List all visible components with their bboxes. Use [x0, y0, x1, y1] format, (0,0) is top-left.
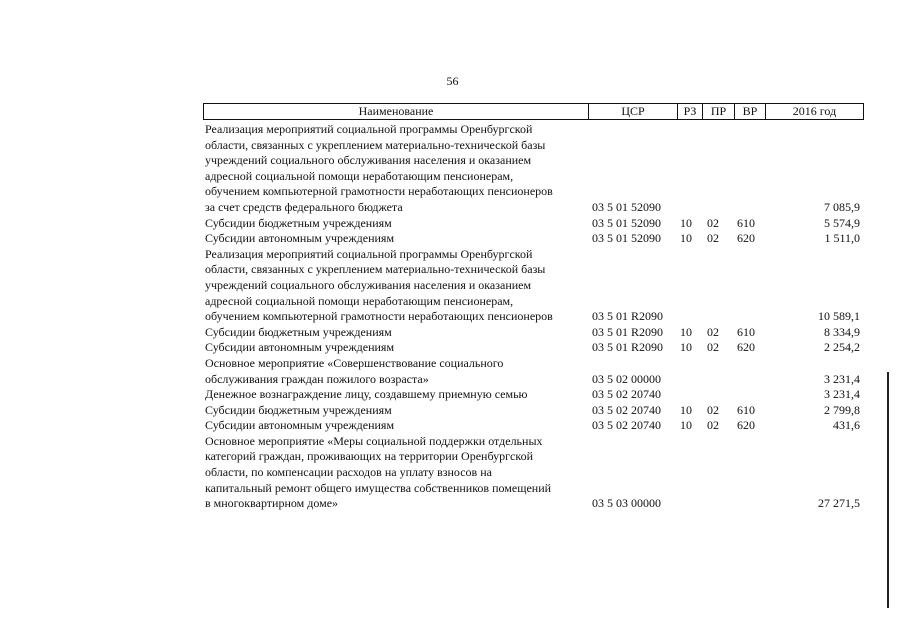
- header-pr: ПР: [702, 104, 734, 119]
- budget-table: [203, 103, 864, 512]
- table-row: [203, 418, 864, 434]
- row-csr: 03 5 02 20740: [592, 402, 661, 417]
- header-csr: ЦСР: [588, 104, 677, 119]
- table-row: [203, 231, 864, 247]
- scan-edge-line: [887, 372, 889, 608]
- row-rz: 10: [680, 402, 692, 417]
- row-vr: 610: [737, 402, 755, 417]
- row-amount: 8 334,9: [824, 324, 860, 339]
- row-pr: 02: [707, 340, 719, 355]
- table-row: [203, 247, 864, 325]
- row-csr: 03 5 02 00000: [592, 371, 661, 386]
- row-amount: 2 799,8: [824, 402, 860, 417]
- table-row: [203, 434, 864, 512]
- table-row: [203, 325, 864, 341]
- row-csr: 03 5 02 20740: [592, 418, 661, 433]
- row-csr: 03 5 01 R2090: [592, 340, 664, 355]
- row-pr: 02: [707, 324, 719, 339]
- row-rz: 10: [680, 231, 692, 246]
- row-csr: 03 5 03 00000: [592, 496, 661, 511]
- page-number: 56: [446, 74, 459, 88]
- row-name: Денежное вознаграждение лицу, создавшему приемную семью: [205, 387, 528, 402]
- row-amount: 7 085,9: [824, 199, 860, 214]
- row-pr: 02: [707, 231, 719, 246]
- row-rz: 10: [680, 340, 692, 355]
- row-vr: 610: [737, 324, 755, 339]
- row-vr: 620: [737, 231, 755, 246]
- table-header: [203, 103, 864, 120]
- header-vr: ВР: [734, 104, 765, 119]
- header-rz: РЗ: [677, 104, 702, 119]
- table-row: [203, 122, 864, 216]
- row-csr: 03 5 01 R2090: [592, 324, 664, 339]
- row-name: Субсидии автономным учреждениям: [205, 340, 395, 355]
- row-csr: 03 5 01 52090: [592, 199, 661, 214]
- row-name: Субсидии бюджетным учреждениям: [205, 215, 392, 230]
- row-amount: 27 271,5: [818, 496, 860, 511]
- row-csr: 03 5 01 52090: [592, 215, 661, 230]
- table-row: [203, 403, 864, 419]
- row-name: Субсидии автономным учреждениям: [205, 418, 395, 433]
- table-row: [203, 356, 864, 387]
- row-pr: 02: [707, 215, 719, 230]
- table-row: [203, 216, 864, 232]
- table-body: [203, 120, 864, 512]
- row-name: Субсидии бюджетным учреждениям: [205, 324, 392, 339]
- row-name: Субсидии автономным учреждениям: [205, 231, 395, 246]
- row-amount: 5 574,9: [824, 215, 860, 230]
- row-csr: 03 5 02 20740: [592, 387, 661, 402]
- header-year: 2016 год: [765, 104, 863, 119]
- row-amount: 3 231,4: [824, 387, 860, 402]
- row-amount: 10 589,1: [818, 309, 860, 324]
- table-row: [203, 387, 864, 403]
- row-name: Реализация мероприятий социальной программы Оренбургской области, связанных с укреплением материально-технической базы учреждений социального обслуживания населения и оказанием адресной социальной помощи неработающим пенсионерам, обучением компьютерной грамотности неработающих пенсионеров за счет средств федерального бюджета: [205, 122, 553, 214]
- row-name: Основное мероприятие «Совершенствование социального обслуживания граждан пожилого возраста»: [205, 355, 504, 386]
- row-vr: 620: [737, 340, 755, 355]
- row-pr: 02: [707, 418, 719, 433]
- row-rz: 10: [680, 324, 692, 339]
- row-pr: 02: [707, 402, 719, 417]
- row-amount: 2 254,2: [824, 340, 860, 355]
- row-csr: 03 5 01 52090: [592, 231, 661, 246]
- row-amount: 3 231,4: [824, 371, 860, 386]
- row-name: Основное мероприятие «Меры социальной поддержки отдельных категорий граждан, проживающих на территории Оренбургской области, по компенсации расходов на уплату взносов на капитальный ремонт общего имущества собственников помещений в многоквартирном доме»: [205, 433, 552, 511]
- row-rz: 10: [680, 418, 692, 433]
- row-rz: 10: [680, 215, 692, 230]
- table-row: [203, 340, 864, 356]
- row-name: Реализация мероприятий социальной программы Оренбургской области, связанных с укреплением материально-технической базы учреждений социального обслуживания населения и оказанием адресной социальной помощи неработающим пенсионерам, обучением компьютерной грамотности неработающих пенсионеров: [205, 246, 553, 324]
- row-amount: 1 511,0: [824, 231, 860, 246]
- row-csr: 03 5 01 R2090: [592, 309, 664, 324]
- row-vr: 620: [737, 418, 755, 433]
- header-name: Наименование: [358, 104, 434, 118]
- row-name: Субсидии бюджетным учреждениям: [205, 402, 392, 417]
- row-vr: 610: [737, 215, 755, 230]
- row-amount: 431,6: [833, 418, 860, 433]
